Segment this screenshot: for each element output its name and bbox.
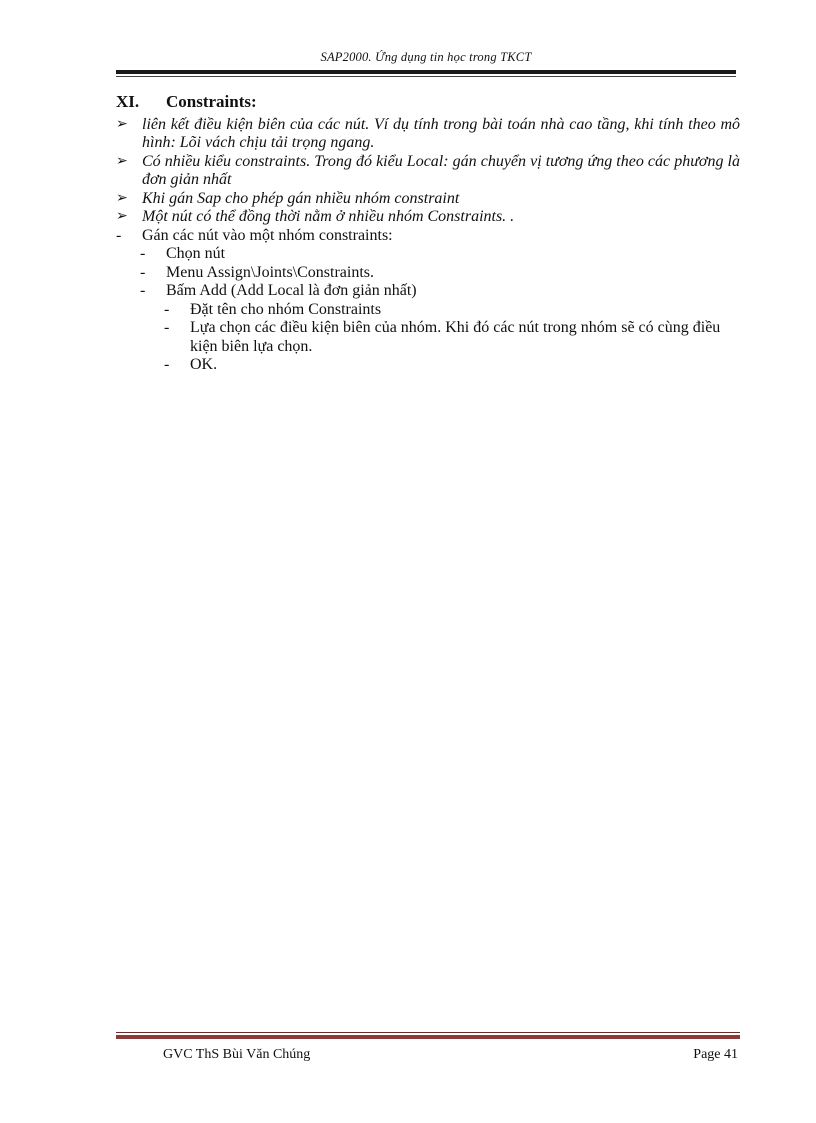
step-item [140,264,740,283]
footer-rule [116,1035,740,1039]
arrow-bullet-item [116,208,740,227]
step-text: Đặt tên cho nhóm Constraints [190,300,382,318]
step-item [140,282,740,301]
step-text: Lựa chọn các điều kiện biên của nhóm. Khi đó các nút trong nhóm sẽ có cùng điều kiện biên lựa chọn. [190,319,721,355]
section-number: XI. [116,92,140,111]
arrow-item-text: Một nút có thể đồng thời nằm ở nhiều nhóm Constraints. . [142,208,515,225]
dash-bullet: - [164,319,170,336]
step-item [116,227,740,246]
footer-author: GVC ThS Bùi Văn Chúng [163,1047,311,1062]
header-rule-thin [116,76,736,77]
header-rule [116,70,736,74]
arrow-bullet-item [116,153,740,190]
section-title: Constraints: [166,92,257,111]
step-text: Bấm Add (Add Local là đơn giản nhất) [166,282,417,299]
document-body [116,93,740,375]
step-item [164,356,740,375]
arrow-item-text: Có nhiều kiểu constraints. Trong đó kiểu Local: gán chuyển vị tương ứng theo các phương là đơn giản nhất [142,152,740,188]
arrow-bullet-item [116,190,740,209]
section-heading [116,93,740,112]
arrow-bullet-icon: ➢ [116,209,128,224]
footer-rule-thin [116,1032,740,1033]
step-text: OK. [190,356,218,373]
dash-bullet: - [116,226,122,244]
dash-bullet: - [140,282,146,299]
step-item [164,301,740,320]
dash-bullet: - [140,245,146,262]
dash-bullet: - [164,300,170,318]
step-item [140,245,740,264]
dash-bullet: - [140,263,146,281]
arrow-item-text: Khi gán Sap cho phép gán nhiều nhóm constraint [142,189,460,207]
step-text: Menu Assign\Joints\Constraints. [166,263,375,281]
arrow-bullet-icon: ➢ [116,153,128,169]
page-number: Page 41 [693,1047,738,1062]
arrow-bullet-icon: ➢ [116,116,128,132]
arrow-bullet-item [116,116,740,153]
arrow-item-text: liên kết điều kiện biên của các nút. Ví dụ tính trong bài toán nhà cao tầng, khi tính theo mô hình: Lõi vách chịu tải trọng ngang. [142,115,740,151]
step-text: Chọn nút [166,245,226,262]
arrow-bullet-icon: ➢ [116,190,128,206]
page-header-title: SAP2000. Ứng dụng tin học trong TKCT [320,50,532,64]
step-text: Gán các nút vào một nhóm constraints: [142,226,393,244]
step-item [164,319,740,356]
dash-bullet: - [164,356,170,373]
